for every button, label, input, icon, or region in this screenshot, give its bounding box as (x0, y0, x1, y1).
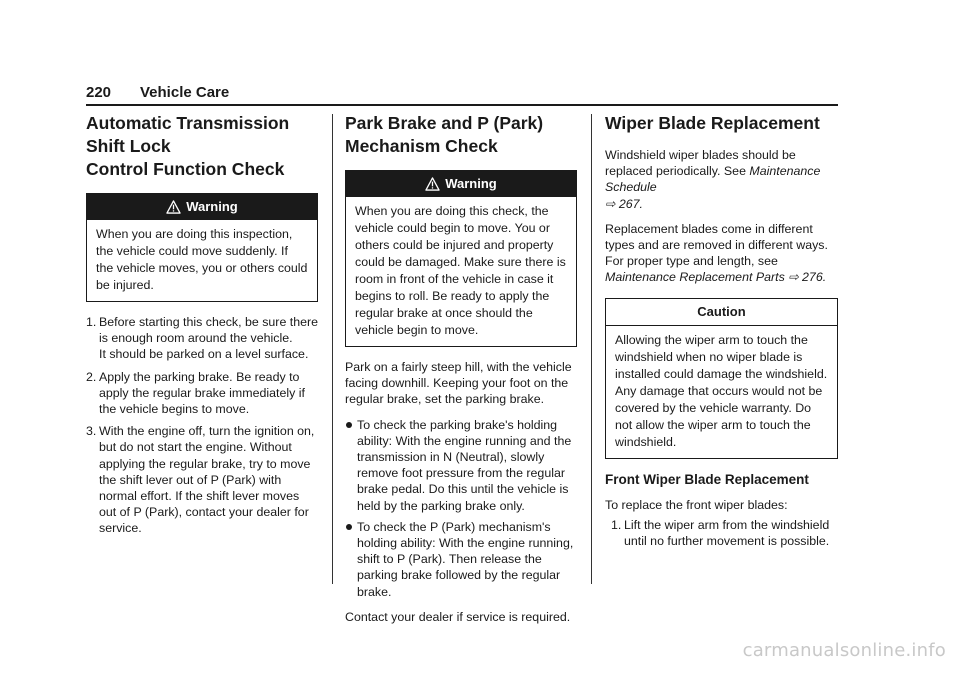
warning-header (346, 171, 576, 197)
subheading: Front Wiper Blade Replacement (605, 471, 809, 487)
bullet-list (345, 417, 577, 600)
section-heading: Wiper Blade Replacement (605, 113, 820, 133)
paragraph: Replacement blades come in different types and are removed in different ways. For proper type and length, see Maintenance Replacement Parts ⇨ 276. (605, 221, 828, 285)
caution-text: Allowing the wiper arm to touch the windshield when no wiper blade is installed could damage the windshield. Any damage that occurs would not be covered by the vehicle warranty. Do not allow the wiper arm to touch the windshield. (615, 332, 828, 449)
caution-box (605, 298, 838, 459)
paragraph: Contact your dealer if service is required. (345, 609, 571, 624)
section-heading: Park Brake and P (Park) Mechanism Check (345, 113, 544, 156)
numbered-list (86, 314, 318, 537)
caution-header: Caution (606, 299, 837, 326)
list-item: To check the parking brake's holding ability: With the engine running and the transmission in N (Neutral), slowly remove foot pressure from the regular brake pedal. Do this until the vehicle is held by the parking brake only. (345, 417, 577, 514)
warning-box (345, 170, 577, 347)
warning-triangle-icon (166, 200, 181, 214)
numbered-list (611, 517, 838, 549)
list-item: 1. Before starting this check, be sure there is enough room around the vehicle. It should be parked on a level surface. (86, 315, 319, 362)
column-2 (345, 112, 577, 634)
page-reference[interactable]: ⇨ 267. (605, 196, 643, 211)
column-1 (86, 112, 318, 543)
warning-text: When you are doing this check, the vehicle could begin to move. You or others could be injured and property could be damaged. Make sure there is room in front of the vehicle in case it begins to roll. Be ready to apply the regular brake at once should the vehicle begin to move. (355, 204, 566, 337)
column-3 (605, 112, 838, 555)
section-title: Vehicle Care (140, 84, 230, 101)
paragraph: Windshield wiper blades should be replaced periodically. See Maintenance Schedule ⇨ 267. (605, 148, 821, 211)
list-item: 1. Lift the wiper arm from the windshield until no further movement is possible. (611, 517, 830, 549)
bullet-icon (346, 422, 352, 428)
bullet-icon (346, 524, 352, 530)
watermark: carmanualsonline.info (742, 640, 946, 661)
header-rule (86, 104, 838, 106)
warning-label: Warning (186, 198, 238, 214)
warning-triangle-icon (425, 177, 440, 191)
warning-box (86, 193, 318, 302)
page-reference[interactable]: ⇨ 276. (788, 270, 827, 285)
warning-header (87, 194, 317, 220)
paragraph: To replace the front wiper blades: (605, 497, 788, 512)
column-divider (591, 114, 592, 584)
section-heading: Automatic Transmission Shift Lock Control Function Check (86, 113, 290, 179)
list-item: To check the P (Park) mechanism's holding ability: With the engine running, shift to P (Park). Then release the parking brake followed by the regular brake. (345, 519, 577, 600)
cross-reference-link[interactable]: Maintenance Replacement Parts (605, 270, 785, 285)
page-number: 220 (86, 84, 112, 101)
list-item: 3. With the engine off, turn the ignition on, but do not start the engine. Without applying the regular brake, try to move the shift lever out of P (Park) with normal effort. If the shift lever moves out of P (Park), contact your dealer for service. (86, 424, 315, 536)
warning-text: When you are doing this inspection, the vehicle could move suddenly. If the vehicle moves, you or others could be injured. (96, 227, 308, 292)
paragraph: Park on a fairly steep hill, with the vehicle facing downhill. Keeping your foot on the regular brake, set the parking brake. (345, 360, 572, 407)
list-item: 2. Apply the parking brake. Be ready to apply the regular brake immediately if the vehicle begins to move. (86, 369, 305, 417)
cross-reference-link[interactable]: Maintenance Schedule (605, 164, 821, 195)
warning-label: Warning (445, 175, 497, 191)
page-header (86, 84, 838, 104)
column-divider (332, 114, 333, 584)
